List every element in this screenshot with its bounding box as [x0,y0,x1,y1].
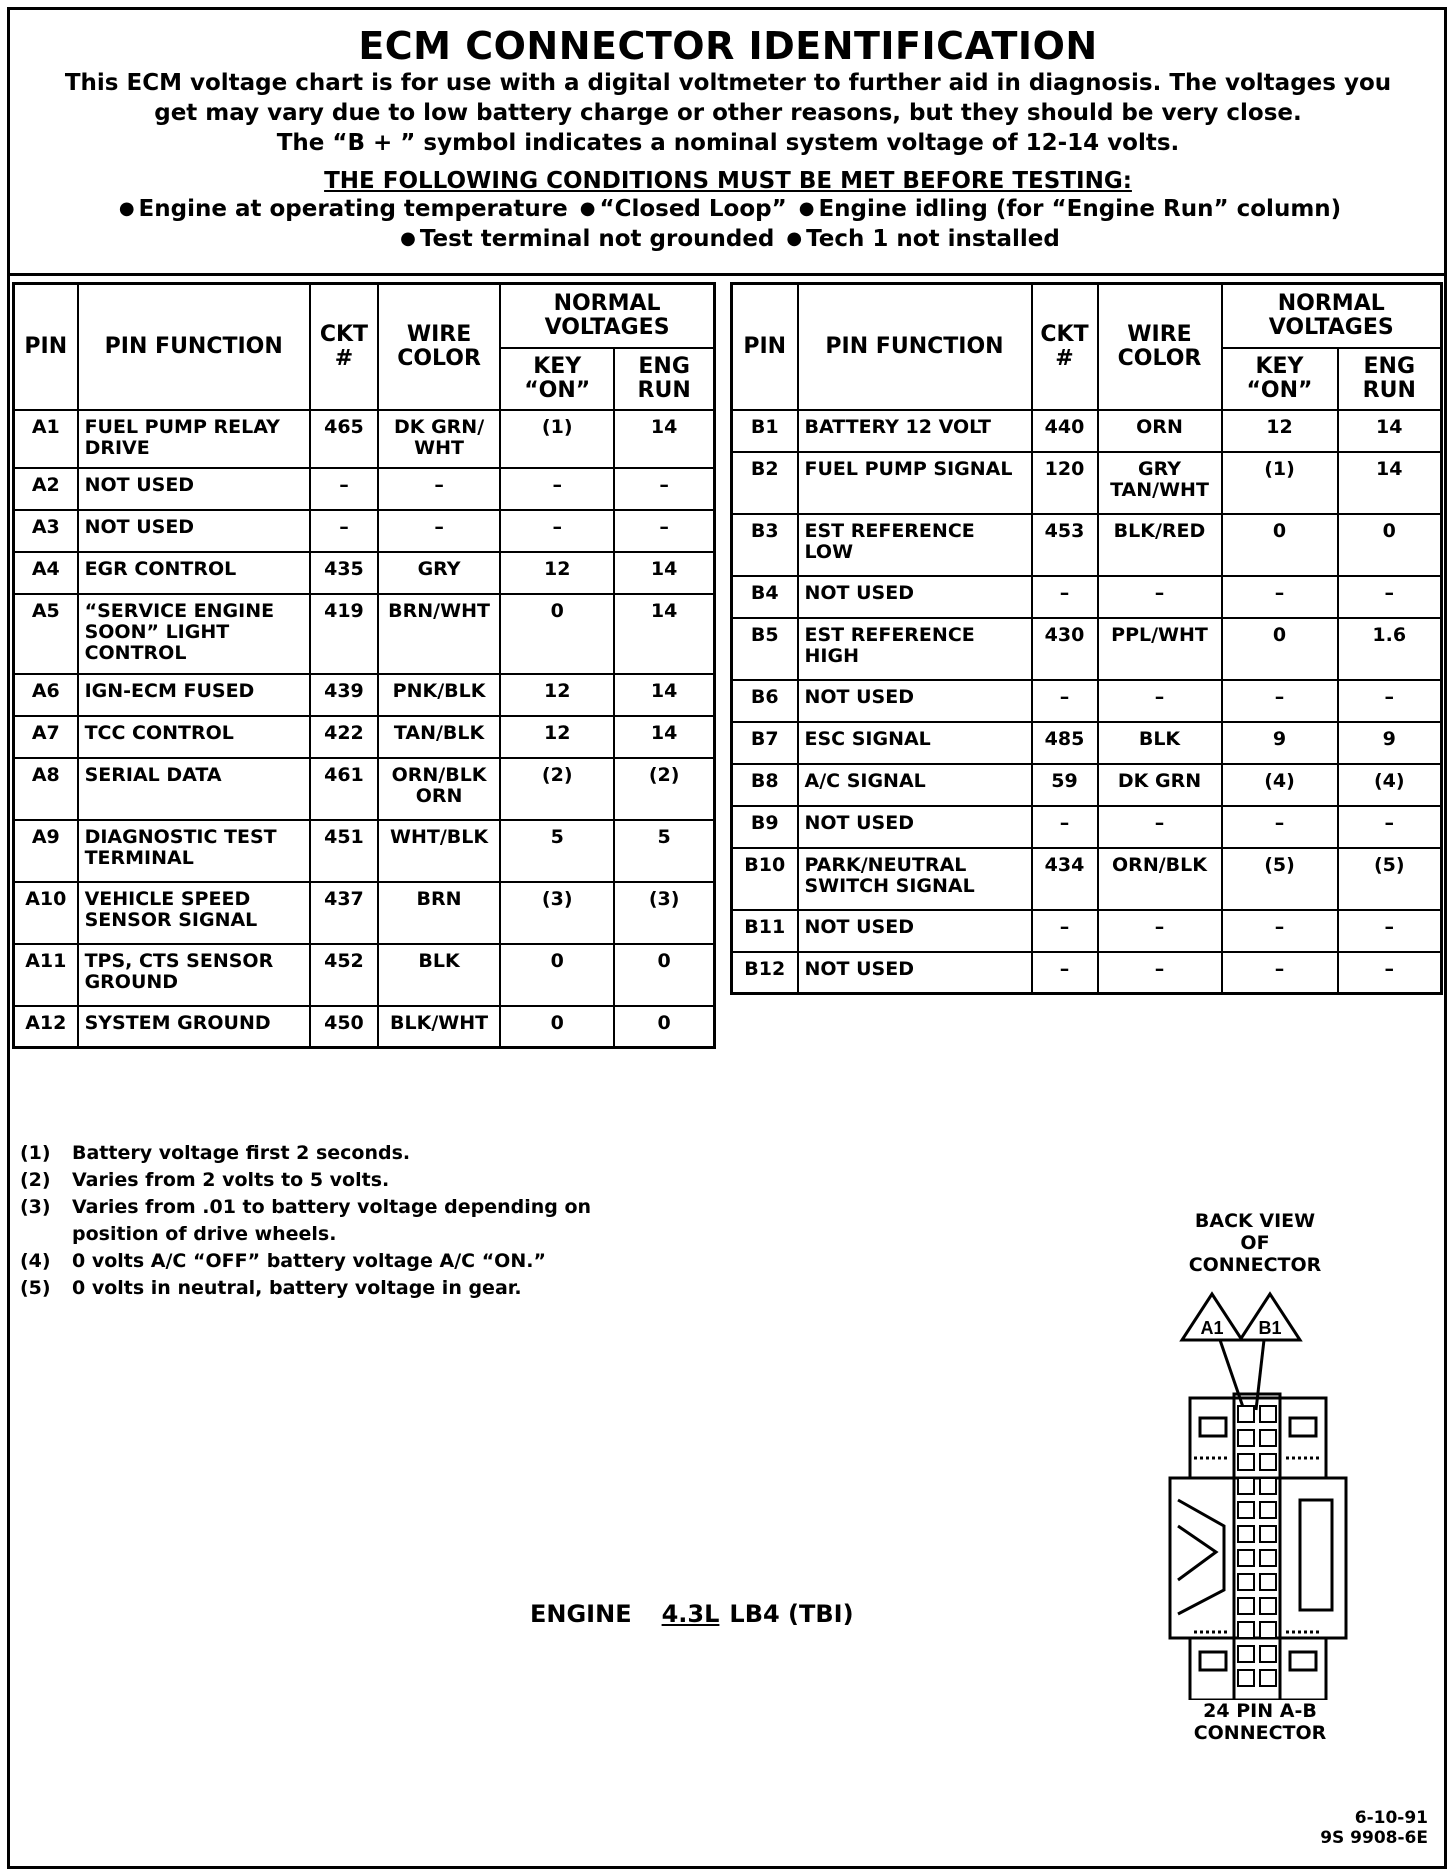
pin-cavity [1260,1646,1276,1662]
ckt-cell: 465 [310,410,378,468]
bullet-icon: ● [400,228,416,249]
condition-item: “Closed Loop” [599,196,787,222]
ckt-cell: 450 [310,1006,378,1048]
pin-cavity [1238,1646,1254,1662]
table-row [14,716,715,758]
pin-function-cell: A/C SIGNAL [798,764,1032,806]
header-pin-function: PIN FUNCTION [798,284,1032,410]
wire-color-cell: BRN/WHT [378,594,500,674]
table-row [14,552,715,594]
eng-run-cell: (3) [614,882,714,944]
header-ckt: CKT # [310,284,378,410]
key-on-cell: – [1222,806,1338,848]
key-on-cell: – [1222,576,1338,618]
wire-color-cell: DK GRN/ WHT [378,410,500,468]
eng-run-cell: – [1338,952,1442,994]
eng-run-cell: – [614,468,714,510]
wire-color-cell: ORN [1098,410,1222,452]
header-normal-voltages: NORMAL VOLTAGES [500,284,714,348]
pin-cavity [1238,1574,1254,1590]
ckt-cell: – [1032,910,1098,952]
pin-function-cell: VEHICLE SPEED SENSOR SIGNAL [78,882,310,944]
pin-cavity [1238,1430,1254,1446]
intro-line-2: get may vary due to low battery charge or other reasons, but they should be very close. [154,100,1302,126]
wire-color-cell: BLK/RED [1098,514,1222,576]
key-on-cell: (4) [1222,764,1338,806]
table-row [732,848,1442,910]
intro-line-3: The “B + ” symbol indicates a nominal system voltage of 12-14 volts. [276,130,1180,156]
pin-cell: A7 [14,716,78,758]
ckt-cell: 435 [310,552,378,594]
engine-word: ENGINE [530,1600,632,1628]
pin-cell: A8 [14,758,78,820]
pin-cell: A10 [14,882,78,944]
ckt-cell: 59 [1032,764,1098,806]
header-ckt: CKT # [1032,284,1098,410]
header-pin: PIN [732,284,798,410]
pin-function-cell: NOT USED [798,910,1032,952]
table-row [732,952,1442,994]
pin-cell: A12 [14,1006,78,1048]
header-normal-voltages: NORMAL VOLTAGES [1222,284,1442,348]
bullet-icon: ● [786,228,803,249]
eng-run-cell: – [1338,680,1442,722]
pin-cell: A5 [14,594,78,674]
eng-run-cell: 9 [1338,722,1442,764]
table-row [732,764,1442,806]
wire-color-cell: ORN/BLK [1098,848,1222,910]
pin-cell: B8 [732,764,798,806]
eng-run-cell: (5) [1338,848,1442,910]
eng-run-cell: 14 [1338,410,1442,452]
ckt-cell: – [1032,576,1098,618]
pin-function-cell: PARK/NEUTRAL SWITCH SIGNAL [798,848,1032,910]
marker-a1-label: A1 [1200,1318,1224,1338]
ckt-cell: 461 [310,758,378,820]
header-wire-color: WIRE COLOR [378,284,500,410]
header-eng-run: ENG RUN [614,348,714,410]
header-key-on: KEY “ON” [1222,348,1338,410]
document-code [1320,1808,1428,1848]
pin-cavity [1260,1526,1276,1542]
pin-function-cell: TPS, CTS SENSOR GROUND [78,944,310,1006]
conditions-title: THE FOLLOWING CONDITIONS MUST BE MET BEFORE TESTING: [324,168,1132,194]
key-on-cell: – [500,468,614,510]
wire-color-cell: – [1098,576,1222,618]
eng-run-cell: – [614,510,714,552]
pin-function-cell: DIAGNOSTIC TEST TERMINAL [78,820,310,882]
pin-cavity [1260,1598,1276,1614]
ckt-cell: 419 [310,594,378,674]
wire-color-cell: – [1098,952,1222,994]
pin-cell: A9 [14,820,78,882]
header [10,10,1446,276]
key-on-cell: – [1222,680,1338,722]
ckt-cell: – [310,468,378,510]
wire-color-cell: – [1098,806,1222,848]
table-row [732,806,1442,848]
wire-color-cell: WHT/BLK [378,820,500,882]
pin-function-cell: “SERVICE ENGINE SOON” LIGHT CONTROL [78,594,310,674]
condition-item: Engine idling (for “Engine Run” column) [818,196,1342,222]
key-on-cell: – [1222,952,1338,994]
pin-table-a [12,282,716,1049]
eng-run-cell: 14 [614,674,714,716]
pin-function-cell: NOT USED [798,680,1032,722]
pin-function-cell: ESC SIGNAL [798,722,1032,764]
engine-label [530,1600,854,1628]
pin-cell: B11 [732,910,798,952]
ckt-cell: 439 [310,674,378,716]
eng-run-cell: (2) [614,758,714,820]
header-pin: PIN [14,284,78,410]
ckt-cell: 430 [1032,618,1098,680]
pin-cavity [1260,1574,1276,1590]
table-row [14,1006,715,1048]
pin-cell: B3 [732,514,798,576]
condition-item: Test terminal not grounded [419,226,775,252]
key-on-cell: 5 [500,820,614,882]
table-row [14,594,715,674]
pin-function-cell: NOT USED [798,806,1032,848]
key-on-cell: – [1222,910,1338,952]
ckt-cell: – [1032,680,1098,722]
eng-run-cell: – [1338,806,1442,848]
key-on-cell: 0 [1222,514,1338,576]
pin-function-cell: SYSTEM GROUND [78,1006,310,1048]
pin-cell: B4 [732,576,798,618]
pin-cavity [1260,1550,1276,1566]
table-row [732,618,1442,680]
pin-cavity [1260,1430,1276,1446]
wire-color-cell: BRN [378,882,500,944]
key-on-cell: 12 [1222,410,1338,452]
table-row [14,882,715,944]
eng-run-cell: 14 [614,594,714,674]
ckt-cell: 452 [310,944,378,1006]
wire-color-cell: BLK [1098,722,1222,764]
footnote: (5) 0 volts in neutral, battery voltage in gear. [20,1277,522,1299]
pin-cell: A4 [14,552,78,594]
pin-cell: A3 [14,510,78,552]
key-on-cell: (3) [500,882,614,944]
pin-cavity [1260,1406,1276,1422]
eng-run-cell: (4) [1338,764,1442,806]
pin-function-cell: EST REFERENCE HIGH [798,618,1032,680]
bullet-icon: ● [118,198,135,219]
table-row [14,944,715,1006]
footnote: (2) Varies from 2 volts to 5 volts. [20,1169,390,1191]
pin-function-cell: NOT USED [798,952,1032,994]
key-on-cell: (1) [500,410,614,468]
key-on-cell: 12 [500,716,614,758]
ckt-cell: 453 [1032,514,1098,576]
connector-caption: 24 PIN A-B CONNECTOR [1193,1700,1327,1744]
key-on-cell: 12 [500,552,614,594]
pin-cell: B9 [732,806,798,848]
key-on-cell: – [500,510,614,552]
pin-function-cell: TCC CONTROL [78,716,310,758]
eng-run-cell: 5 [614,820,714,882]
header-eng-run: ENG RUN [1338,348,1442,410]
bullet-icon: ● [798,198,815,219]
pin-cell: A6 [14,674,78,716]
table-row [732,722,1442,764]
header-key-on: KEY “ON” [500,348,614,410]
key-on-cell: 0 [500,594,614,674]
condition-item: Tech 1 not installed [806,226,1060,252]
eng-run-cell: 0 [614,944,714,1006]
wire-color-cell: PNK/BLK [378,674,500,716]
ckt-cell: 120 [1032,452,1098,514]
pin-cell: B12 [732,952,798,994]
eng-run-cell: 14 [614,410,714,468]
pin-function-cell: IGN-ECM FUSED [78,674,310,716]
bullet-icon: ● [579,198,596,219]
key-on-cell: (5) [1222,848,1338,910]
document-number: 9S 9908-6E [1320,1828,1428,1848]
table-row [732,452,1442,514]
table-row [732,680,1442,722]
pin-cavity [1238,1478,1254,1494]
footnote: (3) Varies from .01 to battery voltage depending on position of drive wheels. [20,1196,592,1245]
wire-color-cell: PPL/WHT [1098,618,1222,680]
pin-cavity [1238,1550,1254,1566]
pin-cavity [1238,1622,1254,1638]
pin-cavity [1260,1502,1276,1518]
ckt-cell: – [310,510,378,552]
eng-run-cell: 14 [614,716,714,758]
pin-cell: B1 [732,410,798,452]
pin-function-cell: EST REFERENCE LOW [798,514,1032,576]
wire-color-cell: TAN/BLK [378,716,500,758]
pin-cell: B2 [732,452,798,514]
key-on-cell: 0 [1222,618,1338,680]
header-pin-function: PIN FUNCTION [78,284,310,410]
pin-function-cell: NOT USED [78,468,310,510]
pin-function-cell: FUEL PUMP RELAY DRIVE [78,410,310,468]
connector-pin-cavities [1238,1406,1276,1686]
table-row [14,820,715,882]
pin-cavity [1238,1598,1254,1614]
pin-cavity [1238,1454,1254,1470]
key-on-cell: 0 [500,944,614,1006]
pin-cell: B7 [732,722,798,764]
conditions-line-2 [10,224,1446,254]
footnotes [20,1140,592,1302]
pin-cavity [1238,1502,1254,1518]
ckt-cell: 437 [310,882,378,944]
eng-run-cell: – [1338,910,1442,952]
pin-cavity [1260,1478,1276,1494]
key-on-cell: (2) [500,758,614,820]
pin-cavity [1238,1526,1254,1542]
wire-color-cell: – [378,468,500,510]
pin-cavity [1260,1670,1276,1686]
table-row [14,758,715,820]
table-row [14,468,715,510]
wire-color-cell: BLK [378,944,500,1006]
ckt-cell: 451 [310,820,378,882]
footnote: (1) Battery voltage first 2 seconds. [20,1142,411,1164]
key-on-cell: 0 [500,1006,614,1048]
pin-cavity [1260,1454,1276,1470]
eng-run-cell: 0 [1338,514,1442,576]
header-wire-color: WIRE COLOR [1098,284,1222,410]
pin-function-cell: NOT USED [78,510,310,552]
key-on-cell: 12 [500,674,614,716]
footnote: (4) 0 volts A/C “OFF” battery voltage A/C “ON.” [20,1250,546,1272]
connector-body [1170,1394,1346,1700]
engine-displacement: 4.3L [661,1600,720,1628]
wire-color-cell: GRY [378,552,500,594]
page-title: ECM CONNECTOR IDENTIFICATION [358,24,1098,68]
pin-cell: A2 [14,468,78,510]
wire-color-cell: BLK/WHT [378,1006,500,1048]
ckt-cell: 422 [310,716,378,758]
table-row [14,510,715,552]
table-row [732,514,1442,576]
pin-function-cell: NOT USED [798,576,1032,618]
eng-run-cell: 14 [614,552,714,594]
wire-color-cell: – [378,510,500,552]
wire-color-cell: – [1098,910,1222,952]
ckt-cell: 485 [1032,722,1098,764]
eng-run-cell: 0 [614,1006,714,1048]
pin-cell: A11 [14,944,78,1006]
wire-color-cell: DK GRN [1098,764,1222,806]
condition-item: Engine at operating temperature [138,196,568,222]
intro-line-1: This ECM voltage chart is for use with a digital voltmeter to further aid in diagnosis. The voltages you [64,70,1392,96]
pin-cavity [1260,1622,1276,1638]
connector-view-label: BACK VIEW OF CONNECTOR [1188,1210,1322,1276]
table-row [14,674,715,716]
key-on-cell: 9 [1222,722,1338,764]
pin-cell: B5 [732,618,798,680]
pin-function-cell: EGR CONTROL [78,552,310,594]
ckt-cell: 440 [1032,410,1098,452]
ckt-cell: – [1032,806,1098,848]
table-row [732,410,1442,452]
wire-color-cell: GRY TAN/WHT [1098,452,1222,514]
ckt-cell: 434 [1032,848,1098,910]
wire-color-cell: ORN/BLK ORN [378,758,500,820]
table-row [14,410,715,468]
marker-b1-label: B1 [1258,1318,1282,1338]
pin-function-cell: FUEL PUMP SIGNAL [798,452,1032,514]
key-on-cell: (1) [1222,452,1338,514]
ckt-cell: – [1032,952,1098,994]
pin-cell: B6 [732,680,798,722]
pin-function-cell: SERIAL DATA [78,758,310,820]
engine-model: LB4 (TBI) [729,1600,854,1628]
wire-color-cell: – [1098,680,1222,722]
eng-run-cell: 1.6 [1338,618,1442,680]
pin-cell: A1 [14,410,78,468]
table-row [732,910,1442,952]
pin-cavity [1238,1670,1254,1686]
pin-function-cell: BATTERY 12 VOLT [798,410,1032,452]
eng-run-cell: – [1338,576,1442,618]
conditions-line-1 [10,194,1446,224]
eng-run-cell: 14 [1338,452,1442,514]
table-row [732,576,1442,618]
document-date: 6-10-91 [1354,1808,1428,1828]
pin-cavity [1238,1406,1254,1422]
pin-cell: B10 [732,848,798,910]
pin-table-b [730,282,1443,995]
connector-diagram [1160,1290,1360,1700]
